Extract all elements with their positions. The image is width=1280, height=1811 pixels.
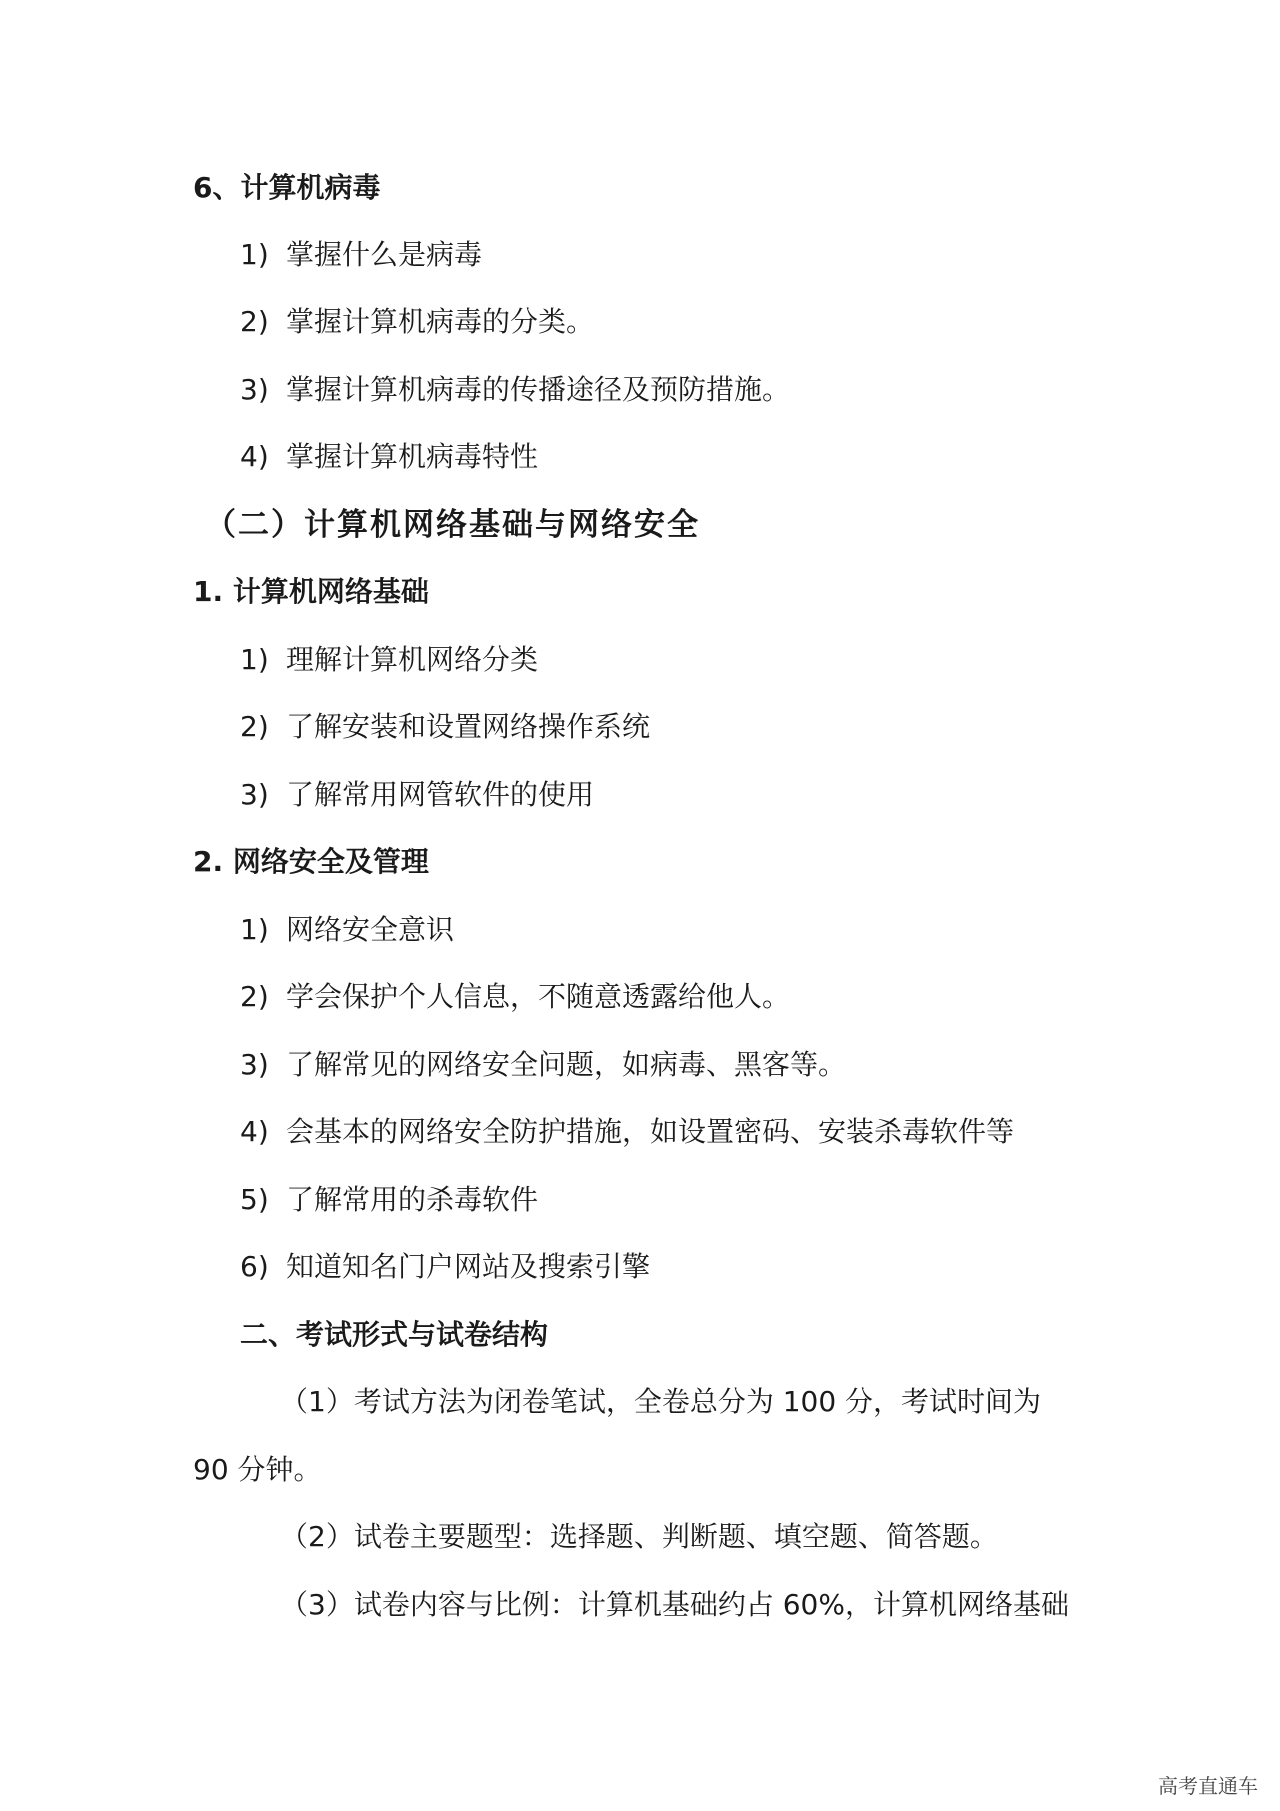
list-item-text: 掌握什么是病毒 — [286, 238, 483, 271]
part-heading-exam-format: 二、考试形式与试卷结构 — [240, 1318, 549, 1351]
subsection-heading-network-basics: 1. 计算机网络基础 — [193, 575, 429, 608]
paragraph-exam-method: （1）考试方法为闭卷笔试，全卷总分为 100 分，考试时间为 — [280, 1385, 1042, 1418]
subsection-heading-network-security: 2. 网络安全及管理 — [193, 845, 429, 878]
list-item-number: 2) — [240, 710, 269, 743]
list-item — [240, 707, 650, 747]
list-item-number: 4) — [240, 440, 269, 473]
list-item — [240, 1247, 650, 1287]
list-item-text: 了解常用的杀毒软件 — [286, 1183, 539, 1216]
watermark: 高考直通车 — [1158, 1774, 1258, 1798]
list-item — [240, 910, 454, 950]
list-item-number: 3) — [240, 778, 269, 811]
list-item — [240, 977, 790, 1017]
list-item-text: 掌握计算机病毒特性 — [286, 440, 539, 473]
list-item — [240, 640, 538, 680]
list-item-number: 1) — [240, 913, 269, 946]
list-item — [240, 775, 594, 815]
list-item — [240, 370, 790, 410]
list-item-number: 6) — [240, 1250, 269, 1283]
list-item-number: 4) — [240, 1115, 269, 1148]
list-item — [240, 302, 594, 342]
list-item-number: 3) — [240, 373, 269, 406]
list-item-text: 了解常见的网络安全问题，如病毒、黑客等。 — [286, 1048, 847, 1081]
list-item-number: 1) — [240, 643, 269, 676]
paragraph-question-types: （2）试卷主要题型：选择题、判断题、填空题、简答题。 — [280, 1520, 998, 1553]
list-item — [240, 235, 482, 275]
list-item — [240, 1112, 1014, 1152]
list-item-number: 5) — [240, 1183, 269, 1216]
section-heading-computer-virus: 6、计算机病毒 — [193, 171, 381, 204]
list-item-text: 掌握计算机病毒的传播途径及预防措施。 — [286, 373, 791, 406]
list-item-number: 1) — [240, 238, 269, 271]
list-item — [240, 437, 538, 477]
list-item-text: 会基本的网络安全防护措施，如设置密码、安装杀毒软件等 — [286, 1115, 1015, 1148]
list-item-text: 网络安全意识 — [286, 913, 455, 946]
list-item-number: 3) — [240, 1048, 269, 1081]
list-item-text: 了解常用网管软件的使用 — [286, 778, 595, 811]
list-item-text: 了解安装和设置网络操作系统 — [286, 710, 651, 743]
list-item-text: 知道知名门户网站及搜索引擎 — [286, 1250, 651, 1283]
list-item-number: 2) — [240, 305, 269, 338]
paragraph-content-ratio: （3）试卷内容与比例：计算机基础约占 60%，计算机网络基础 — [280, 1588, 1069, 1621]
list-item-text: 掌握计算机病毒的分类。 — [286, 305, 595, 338]
chapter-heading-network: （二）计算机网络基础与网络安全 — [205, 507, 700, 543]
list-item — [240, 1180, 538, 1220]
list-item-number: 2) — [240, 980, 269, 1013]
list-item-text: 学会保护个人信息，不随意透露给他人。 — [286, 980, 791, 1013]
paragraph-exam-method-continued: 90 分钟。 — [193, 1453, 322, 1486]
list-item — [240, 1045, 846, 1085]
list-item-text: 理解计算机网络分类 — [286, 643, 539, 676]
